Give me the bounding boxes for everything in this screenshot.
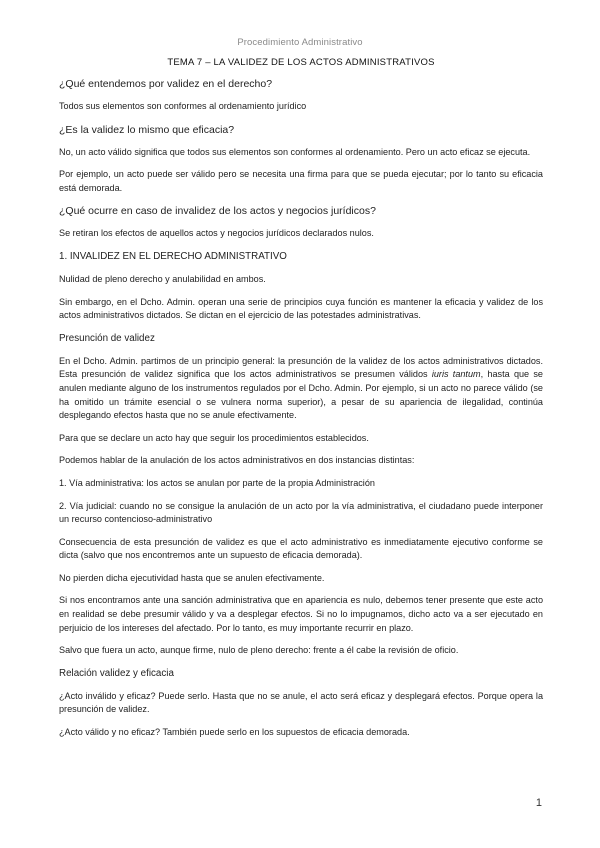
subheading-presuncion: Presunción de validez (59, 332, 155, 344)
section-heading-invalidez: 1. INVALIDEZ EN EL DERECHO ADMINISTRATIVO (59, 250, 287, 262)
paragraph-revision-oficio: Salvo que fuera un acto, aunque firme, nulo de pleno derecho: frente a él cabe la revisión de oficio. (59, 645, 459, 656)
question-invalidez: ¿Qué ocurre en caso de invalidez de los actos y negocios jurídicos? (59, 205, 376, 218)
paragraph-presuncion-part1: En el Dcho. Admin. partimos de un principio general: la presunción de la validez de los actos administrativos dictados. Esta presunción de validez significa que los actos administrativos se presumen válidos (59, 355, 543, 380)
paragraph-procedimientos: Para que se declare un acto hay que seguir los procedimientos establecidos. (59, 432, 369, 443)
paragraph-sancion: Si nos encontramos ante una sanción administrativa que en apariencia es nulo, debemos tener presente que este acto en realidad se debe presumir válido y va a desplegar efectos. Si no lo impugnamos, dicho acto va a ser ejecutado en perjuicio de los intereses del afectado. Por lo tanto, es muy importante recurrir en plazo. (59, 595, 543, 633)
answer-eficacia-ejemplo: Por ejemplo, un acto puede ser válido pero se necesita una firma para que se pueda ejecutar; por lo tanto su eficacia está demorada. (59, 169, 543, 193)
paragraph-ejecutividad: No pierden dicha ejecutividad hasta que se anulen efectivamente. (59, 572, 325, 583)
running-header: Procedimiento Administrativo (237, 37, 363, 48)
list-item-via-judicial: 2. Vía judicial: cuando no se consigue la anulación de un acto por la vía administrativa, el ciudadano puede interponer un recurso contencioso-administrativo (59, 500, 543, 525)
paragraph-presuncion (59, 355, 543, 423)
document-title: TEMA 7 – LA VALIDEZ DE LOS ACTOS ADMINISTRATIVOS (167, 57, 435, 68)
answer-eficacia: No, un acto válido significa que todos sus elementos son conformes al ordenamiento. Pero un acto eficaz se ejecuta. (59, 146, 531, 157)
list-item-via-administrativa: 1. Vía administrativa: los actos se anulan por parte de la propia Administración (59, 477, 375, 488)
paragraph-presuncion-part2: , hasta que se anulen mediante alguno de los instrumentos regulados por el Dcho. Admin. Por ejemplo, si un acto no parece válido (se ha omitido un trámite esencial o se vulnera norma superior), a pesar de su apariencia de ilegalidad, continúa desplegando efectos hasta que no se anule efectivamente. (59, 369, 543, 421)
paragraph-nulidad: Nulidad de pleno derecho y anulabilidad en ambos. (59, 273, 266, 284)
page-number: 1 (535, 797, 542, 809)
answer-validez: Todos sus elementos son conformes al ordenamiento jurídico (59, 101, 307, 111)
paragraph-instancias: Podemos hablar de la anulación de los actos administrativos en dos instancias distintas: (59, 455, 415, 466)
paragraph-consecuencia: Consecuencia de esta presunción de validez es que el acto administrativo es inmediatamente ejecutivo conforme se dicta (salvo que nos encontremos ante un supuesto de eficacia demorada). (59, 536, 543, 561)
paragraph-valido-no-eficaz: ¿Acto válido y no eficaz? También puede serlo en los supuestos de eficacia demorada. (59, 727, 410, 738)
question-validez: ¿Qué entendemos por validez en el derecho? (59, 78, 273, 90)
subheading-relacion: Relación validez y eficacia (59, 667, 174, 679)
question-eficacia: ¿Es la validez lo mismo que eficacia? (59, 123, 235, 136)
paragraph-principios: Sin embargo, en el Dcho. Admin. operan una serie de principios cuya función es mantener la eficacia y validez de los actos administrativos dictados. Se dictan en el ejercicio de las potestades administrativas. (59, 296, 543, 321)
document-body (59, 57, 543, 749)
latin-term-iuris-tantum: iuris tantum (431, 369, 481, 380)
paragraph-invalido-eficaz: ¿Acto inválido y eficaz? Puede serlo. Hasta que no se anule, el acto será eficaz y desplegará efectos. Porque opera la presunción de validez. (59, 690, 543, 715)
answer-invalidez: Se retiran los efectos de aquellos actos y negocios jurídicos declarados nulos. (59, 228, 374, 239)
